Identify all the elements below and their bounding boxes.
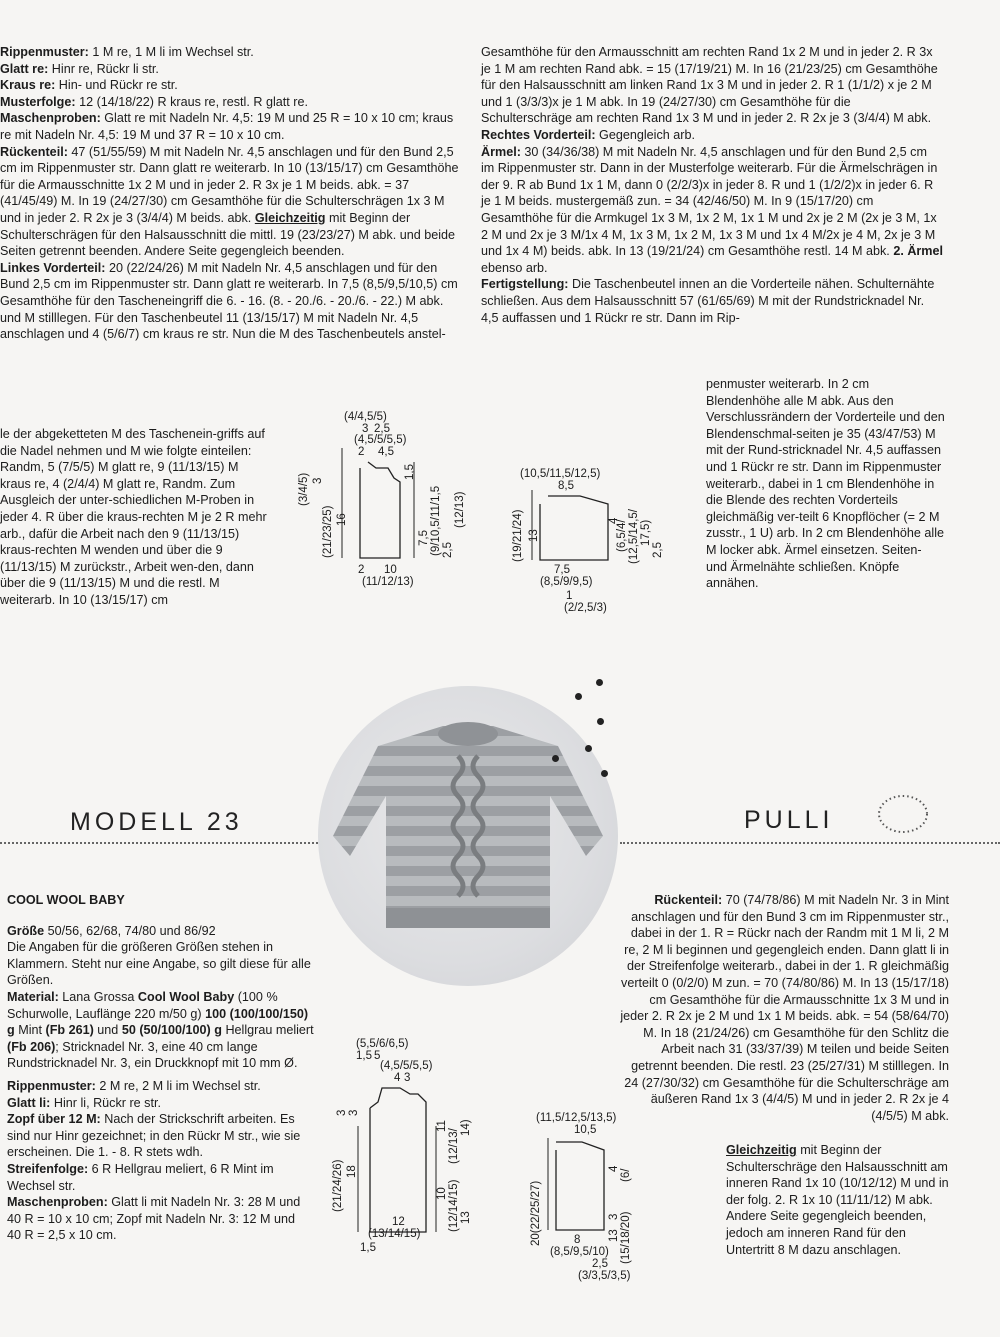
paragraph-groesse: Größe 50/56, 62/68, 74/80 und 86/92 xyxy=(7,923,216,938)
label-s1-d: 2 xyxy=(358,446,365,458)
label-s1-right2: 7,5 xyxy=(418,530,430,546)
label-s3-bot2: (13/14/15) xyxy=(368,1228,421,1240)
label-s4-a: 10,5 xyxy=(574,1124,597,1136)
label-s2-bot4: (2/2,5/3) xyxy=(564,602,607,614)
text-column-bottom-left xyxy=(7,892,319,1072)
dotted-circle-ornament xyxy=(874,791,932,837)
label-s4-left1: 20(22/25/27) xyxy=(530,1180,542,1246)
section-title-pulli: PULLI xyxy=(744,806,834,834)
label-s3-left2b: 18 xyxy=(346,1165,358,1178)
label-s1-left1: (3/4/5) xyxy=(298,472,310,506)
text-column-top-right xyxy=(481,44,943,326)
paragraph-armausschnitt: Gesamthöhe für den Armausschnitt am rechten Rand 1x 2 M und in jeder 2. R 3x je 1 M am rechten Rand abk. = 15 (17/19/21) M. In 16 (21/23/25) cm Gesamthöhe für den Halsausschnitt am linken Rand 1x 3 M und in jeder 2. R 1 (1/1/2) x je 2 M und 1 (3/3/3)x je 1 M abk. In 19 (24/27/30) cm Gesamthöhe für die Schulterschräge am rechten Rand 1x 3 M und in jeder 2. R 2x je 3 (3/4/4) M abk. xyxy=(481,45,938,126)
paragraph-fertigstellung: Fertigstellung: Die Taschenbeutel innen an die Vorderteile nähen. Schulternähte schließen. Aus dem Halsausschnitt 57 (61/65/69) M mit der Rundstricknadel Nr. 4,5 auffassen und 1 Rückr re str. Dann im Rip- xyxy=(481,277,935,325)
label-s1-left1b: 3 xyxy=(312,477,324,484)
label-s2-right4: 2,5 xyxy=(652,542,664,558)
label-s1-left2: (21/23/25) xyxy=(322,505,334,558)
label-s1-bot1: 2 xyxy=(358,564,365,576)
paragraph-musterfolge: Musterfolge: 12 (14/18/22) R kraus re, restl. R glatt re. xyxy=(0,94,308,109)
label-s2-bot3: 1 xyxy=(566,590,573,602)
paragraph-rippenmuster-2: Rippenmuster: 2 M re, 2 M li im Wechsel str. xyxy=(7,1079,261,1093)
text-column-bottom-right-b xyxy=(726,1142,950,1258)
paragraph-fertigstellung-cont: penmuster weiterarb. In 2 cm Blendenhöhe alle M abk. Aus den Verschlussrändern der Vorderteile und den Blendenschmal-seiten je 35 (43/47/53) M mit der Rund-stricknadel Nr. 4,5 auffassen und 1 Rückr re str. Dann im Rippenmuster weiterarb., dabei in 1 cm Blendenhöhe in die Blende des rechten Vorderteils gleichmäßig ver-teilt 6 Knopflöcher (= 2 M zusstr., 1 U) arb. In 2 cm Blendenhöhe alle M locker abk. Ärmel einsetzen. Seiten- und Ärmelnähte schließen. Knöpfe annähen. xyxy=(706,377,945,591)
dotted-divider-right xyxy=(620,842,1000,844)
paragraph-maschenproben: Maschenproben: Glatt re mit Nadeln Nr. 4,5: 19 M und 25 R = 10 x 10 cm; kraus re mit Nadeln Nr. 4,5: 19 M und 37 R = 10 x 10 cm. xyxy=(0,111,454,142)
label-s1-left2b: 16 xyxy=(336,513,348,526)
label-s4-bot4: (3/3,5/3,5) xyxy=(578,1270,631,1282)
label-s2-right1: 4 xyxy=(608,517,620,524)
paragraph-rueckenteil-pulli-a: Rückenteil: 70 (74/78/86) M mit Nadeln Nr. 3 in Mint anschlagen und für den Bund 3 cm im Rippenmuster str., dabei in der 1. R = Rückr nach der Randm mit 1 M li, 2 M re, 2 M li beginnen und gegengleich enden. Dann glatt li in der Streifenfolge weiterarb., dabei in der 1. R gleichmäßig verteilt 0 (0/2/0) M zun. = 70 (74/80/86) M. In 13 (15/17/18) cm Gesamthöhe für die Armausschnitte 1x 3 M und in jeder 2. R 2x je 2 M und 1x 1 M beids. abk. = 54 (58/64/70) M. In 18 (21/24/26) cm Gesamthöhe für den Schlitz die Arbeit nach 31 (33/37/39) M teilen und beide Seiten getrennt beenden. Die restl. 23 (25/27/31) M stilllegen. In 24 (27/30/32) cm Gesamthöhe für die Schulterschräge am äußeren Rand 1x 3 (4/4/5) M und in jeder 2. R 2x je 4 (4/5/5) M abk. xyxy=(620,893,949,1123)
paragraph-groesse-note: Die Angaben für die größeren Größen stehen in Klammern. Steht nur eine Angabe, so gilt diese für alle Größen. xyxy=(7,940,311,988)
label-s3-left1: 3 xyxy=(336,1109,348,1116)
text-column-bottom-right xyxy=(619,892,949,1124)
label-s3-d: 4 xyxy=(394,1072,401,1084)
label-s3-a: 1,5 xyxy=(356,1050,372,1062)
label-s2-right3: 17,5) xyxy=(640,519,652,546)
label-s4-bot3: 2,5 xyxy=(592,1258,608,1270)
label-s2-bot1: 7,5 xyxy=(554,564,570,576)
label-s3-c: (4,5/5/5,5) xyxy=(380,1060,433,1072)
label-s3-bot3: 1,5 xyxy=(360,1242,376,1254)
label-s2-top: (10,5/11,5/12,5) xyxy=(520,468,601,480)
dotted-divider-left xyxy=(0,842,318,844)
label-s3-b: 5 xyxy=(374,1050,381,1062)
paragraph-linkes-vorderteil-cont: le der abgeketteten M des Taschenein-griffs auf die Nadel nehmen und M wie folgte einteilen: Randm, 5 (7/5/5) M glatt re, 9 (11/13/15) M kraus re, 4 (2/4/4) M glatt re, Randm. Zum Ausgleich der unter-schiedlichen M-Proben in jeder 4. R über die kraus-rechten M je 2 R mehr arb., dafür die Arbeit nach den 9 (11/13/15) kraus-rechten M wenden und über die 9 (11/13/15) M zurückstr., Arbeit wen-den, dann über die 9 (11/13/15) M und die restl. M weiterarb. In 10 (13/15/17) cm xyxy=(0,427,267,607)
text-column-bottom-left-narrow xyxy=(7,1078,307,1244)
label-s3-right3: 13 xyxy=(460,1211,472,1224)
label-s1-bot3: (11/12/13) xyxy=(362,576,414,588)
text-column-top-left-narrow xyxy=(0,426,272,609)
label-s4-bot2: (8,5/9,5/10) xyxy=(550,1246,609,1258)
paragraph-maschenproben-2: Maschenproben: Glatt li mit Nadeln Nr. 3: 28 M und 40 R = 10 x 10 cm; Zopf mit Nadeln Nr. 3: 12 M und 40 R = 2,5 x 10 cm. xyxy=(7,1195,301,1243)
label-s1-a: 3 xyxy=(362,423,369,435)
label-s2-right1b: (6,5/4/ xyxy=(616,519,628,552)
schematic-sleeve-2 xyxy=(512,1112,662,1282)
decorative-dot xyxy=(596,679,603,686)
label-s2-a: 8,5 xyxy=(558,480,574,492)
label-s4-right2: 13 xyxy=(608,1229,620,1242)
label-s3-left1b: 3 xyxy=(348,1109,360,1116)
label-s4-right4: 3 xyxy=(608,1213,620,1220)
label-s1-e: 4,5 xyxy=(378,446,394,458)
label-s1-right4: (12/13) xyxy=(454,491,466,528)
decorative-dot xyxy=(552,755,559,762)
paragraph-glatt-li: Glatt li: Hinr li, Rückr re str. xyxy=(7,1095,161,1110)
schematic-back-piece xyxy=(330,1036,480,1266)
label-s3-right1b: (12/13/ xyxy=(448,1128,460,1164)
label-s4-right3: (15/18/20) xyxy=(620,1211,632,1264)
sweater-photo xyxy=(318,686,618,986)
paragraph-aermel: Ärmel: 30 (34/36/38) M mit Nadeln Nr. 4,5 anschlagen und für den Bund 2,5 cm im Rippenmuster str. Dann in der Musterfolge weiterarb. Für die Ärmelschrägen in der 9. R ab Bund 1x 1 M, dann 0 (2/2/3)x in jeder 8. R und 1 (1/2/2)x in jeder 6. R je 1 M beids. mustergemäß zun. = 34 (42/46/50) M. In 9 (15/17/20) cm Gesamthöhe für die Armkugel 1x 3 M, 1x 2 M, 1x 1 M und 2x je 2 M (2x je 3 M, 1x 2 M und 2x je 3 M/1x 4 M, 1x 3 M, 1x 2 M, 1x 3 M und 1x 4 M/2x je 4 M, 2x je 3 M und 1x 4 M) beids. abk. In 13 (19/21/24) cm Gesamthöhe restl. 14 M abk. 2. Ärmel ebenso arb. xyxy=(481,144,944,275)
label-s4-right1: 4 xyxy=(608,1165,620,1172)
label-s2-right2: (12,5/14,5/ xyxy=(628,509,640,564)
decorative-dot xyxy=(575,693,582,700)
paragraph-rippenmuster: Rippenmuster: 1 M re, 1 M li im Wechsel str. xyxy=(0,45,254,59)
text-column-top-right-narrow xyxy=(706,376,946,592)
label-s3-top: (5,5/6/6,5) xyxy=(356,1038,409,1050)
label-s1-b: 2,5 xyxy=(374,423,390,435)
label-s3-left2: (21/24/26) xyxy=(332,1159,344,1212)
yarn-heading: COOL WOOL BABY xyxy=(7,893,125,907)
decorative-dot xyxy=(601,770,608,777)
paragraph-rechtes-vorderteil: Rechtes Vorderteil: Gegengleich arb. xyxy=(481,127,695,142)
label-s4-right1b: (6/ xyxy=(620,1168,632,1182)
label-s3-e: 3 xyxy=(404,1072,411,1084)
schematic-front-piece xyxy=(296,408,476,598)
label-s1-right2b: (9/10,5/11/1,5 xyxy=(430,485,442,556)
label-s4-bot1: 8 xyxy=(574,1234,581,1246)
paragraph-linkes-vorderteil: Linkes Vorderteil: 20 (22/24/26) M mit Nadeln Nr. 4,5 anschlagen und für den Bund 2,5 cm im Rippenmuster str. Dann glatt re weiterarb. In 7,5 (8,5/9,5/10,5) cm Gesamthöhe für den Tascheneingriff die 6. - 16. (8. - 20./6. - 20./6. - 22.) M abk. und M stilllegen. Für den Taschenbeutel 11 (13/15/17) M mit Nadeln Nr. 4,5 anschlagen und 4 (5/6/7) cm kraus re str. Nun die M des Taschenbeutels anstel- xyxy=(0,260,458,342)
label-s2-left1: (19/21/24) xyxy=(512,509,524,562)
decorative-dot xyxy=(597,718,604,725)
paragraph-zopf: Zopf über 12 M: Nach der Strickschrift arbeiten. Es sind nur Hinr gezeichnet; in den Rückr M str., wie sie erscheinen. Die 1. - 8. R stets wdh. xyxy=(7,1112,301,1160)
label-s4-top: (11,5/12,5/13,5) xyxy=(536,1112,617,1124)
label-s1-right1: 1,5 xyxy=(404,464,416,480)
decorative-dot xyxy=(585,745,592,752)
label-s2-left1b: 13 xyxy=(528,529,540,542)
label-s1-bot2: 10 xyxy=(384,564,397,576)
paragraph-streifenfolge: Streifenfolge: 6 R Hellgrau meliert, 6 R Mint im Wechsel str. xyxy=(7,1161,274,1193)
label-s1-top: (4/4,5/5) xyxy=(344,411,387,423)
label-s3-bot1: 12 xyxy=(392,1216,405,1228)
label-s3-right2: 10 xyxy=(436,1187,448,1200)
paragraph-material: Material: Lana Grossa Cool Wool Baby (100 % Schurwolle, Lauflänge 220 m/50 g) 100 (100/100/150) g Mint (Fb 261) und 50 (50/100/100) g Hellgrau meliert (Fb 206); Stricknadel Nr. 3, eine 40 cm lange Rundstricknadel Nr. 3, ein Druckknopf mit 10 mm Ø. xyxy=(7,989,314,1071)
label-s1-right3: 2,5 xyxy=(442,542,454,558)
sweater-illustration xyxy=(318,686,618,986)
label-s3-right1: 11 xyxy=(436,1120,448,1132)
label-s2-bot2: (8,5/9/9,5) xyxy=(540,576,593,588)
text-column-top-left xyxy=(0,44,462,343)
label-s3-right2b: (12/14/15) xyxy=(448,1179,460,1232)
section-title-modell: MODELL 23 xyxy=(70,808,243,836)
paragraph-rueckenteil-pulli-b: Gleichzeitig mit Beginn der Schulterschräge den Halsausschnitt am inneren Rand 1x 10 (10/12/12) M und in der folg. 2. R 1x 10 (11/11/12) M abk. Andere Seite gegengleich beenden, jedoch am inneren Rand für den Untertritt 8 M dazu anschlagen. xyxy=(726,1143,949,1257)
paragraph-glatt-re: Glatt re: Hinr re, Rückr li str. xyxy=(0,61,159,76)
label-s3-right1c: 14) xyxy=(460,1119,472,1136)
schematic-sleeve xyxy=(512,468,682,618)
paragraph-kraus-re: Kraus re: Hin- und Rückr re str. xyxy=(0,78,178,93)
label-s1-c: (4,5/5/5,5) xyxy=(354,434,407,446)
paragraph-rueckenteil: Rückenteil: 47 (51/55/59) M mit Nadeln Nr. 4,5 anschlagen und für den Bund 2,5 cm im Rippenmuster str. Dann glatt re weiterarb. In 10 (13/15/17) cm Gesamthöhe für die Armausschnitte 1x 2 M und in jeder 2. R 3x je 1 M beids. abk. = 37 (41/45/49) M. In 19 (24/27/30) cm Gesamthöhe für die Schulterschrägen 1x 3 M und in jeder 2. R 2x je 3 (3/4/4) M beids. abk. Gleichzeitig mit Beginn der Schulterschrägen für den Halsausschnitt die mittl. 19 (23/23/27) M abk. und beide Seiten getrennt beenden. Andere Seite gegengleich beenden. xyxy=(0,144,459,259)
